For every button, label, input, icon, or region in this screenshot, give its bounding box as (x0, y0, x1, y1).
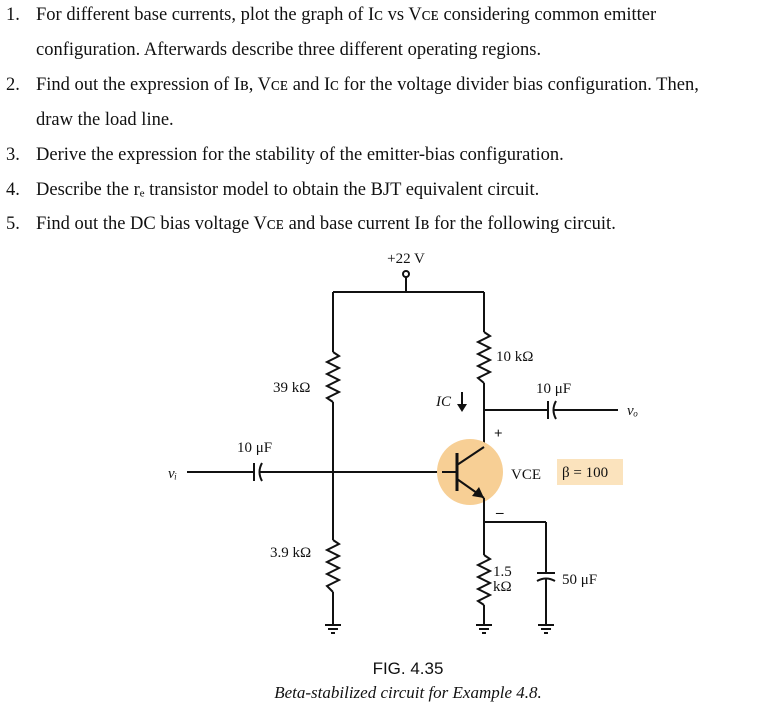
ground-symbols (325, 625, 554, 633)
question-text: Describe the rₑ transistor model to obtain the BJT equivalent circuit. (36, 180, 540, 200)
rc-resistor (478, 332, 490, 383)
re-resistor (478, 555, 490, 605)
supply-label: +22 V (387, 251, 425, 267)
question-text: For different base currents, plot the graph of Iᴄ vs Vᴄᴇ considering common emitter (36, 5, 657, 25)
re-label-top: 1.5 (493, 564, 512, 580)
question-number: 2. (6, 75, 20, 95)
question-text: Derive the expression for the stability of the emitter-bias configuration. (36, 145, 564, 165)
question-text: configuration. Afterwards describe three different operating regions. (36, 40, 542, 60)
vce-minus: – (496, 505, 504, 521)
r1-label: 39 kΩ (273, 380, 311, 396)
vo-label: vₒ (627, 403, 638, 419)
question-text: Find out the DC bias voltage Vᴄᴇ and base current Iʙ for the following circuit. (36, 214, 616, 234)
vce-label: VCE (511, 467, 541, 483)
supply-terminal (403, 271, 409, 277)
r1-resistor (327, 352, 339, 402)
figure-caption: Beta-stabilized circuit for Example 4.8. (274, 683, 542, 702)
rc-label: 10 kΩ (496, 349, 534, 365)
r2-resistor (327, 540, 339, 592)
cout-label: 10 μF (536, 381, 572, 397)
cin-label: 10 μF (237, 440, 273, 456)
question-number: 5. (6, 214, 20, 234)
re-label-bottom: kΩ (493, 579, 512, 595)
question-text: Find out the expression of Iʙ, Vᴄᴇ and Iᴄ for the voltage divider bias configuration. Then, (36, 75, 699, 95)
question-text: draw the load line. (36, 110, 174, 130)
r2-label: 3.9 kΩ (270, 545, 312, 561)
question-number: 3. (6, 145, 20, 165)
figure-number: FIG. 4.35 (372, 659, 444, 678)
ic-arrow (457, 404, 467, 412)
ce-label: 50 μF (562, 572, 598, 588)
question-number: 1. (6, 5, 20, 25)
vi-label: vᵢ (168, 466, 178, 482)
ic-label: IC (436, 394, 451, 410)
beta-label: β = 100 (562, 465, 609, 481)
vce-plus: + (494, 426, 503, 442)
question-number: 4. (6, 180, 20, 200)
